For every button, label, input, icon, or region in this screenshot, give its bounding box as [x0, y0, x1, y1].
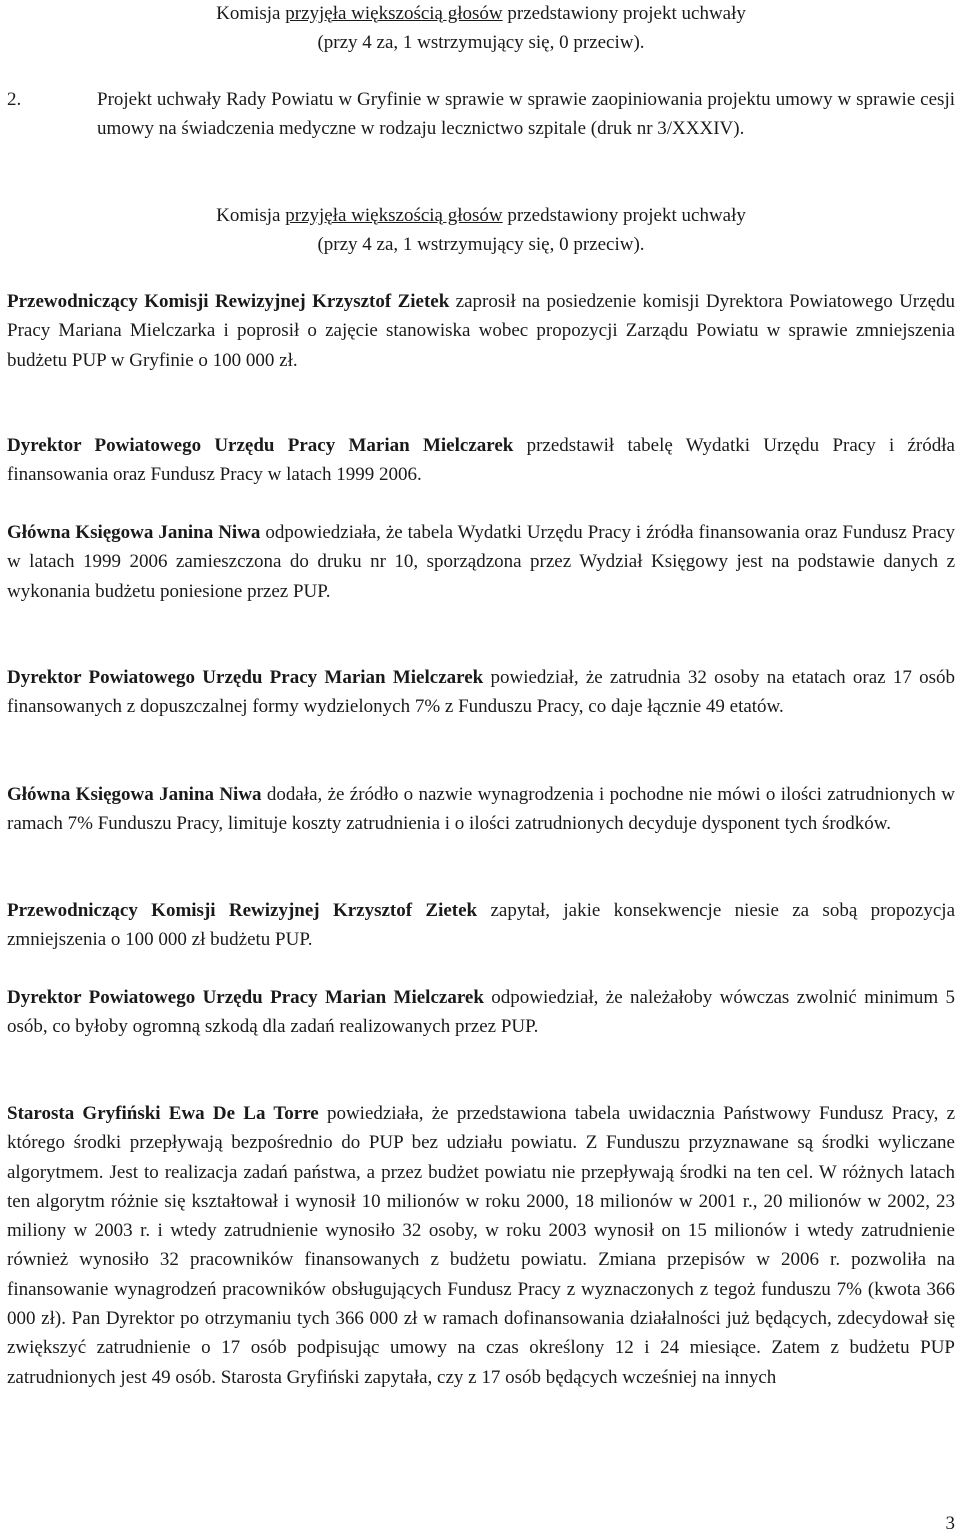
- motion-underlined: przyjęła większością głosów: [285, 3, 503, 24]
- motion-result-1: [7, 0, 955, 57]
- motion-suffix: przedstawiony projekt uchwały: [502, 3, 746, 24]
- paragraph: [7, 983, 955, 1042]
- motion-prefix: Komisja: [216, 205, 286, 226]
- paragraph-text: odpowiedziała, że tabela Wydatki Urzędu Pracy i źródła finansowania oraz Fundusz Pracy w latach 1999 2006 zamieszczona do druku nr 10, sporządzona przez Wydział Księgowy jest na podstawie danych z wykonania budżetu poniesione przez PUP.: [7, 522, 955, 602]
- paragraph-text: powiedział, że zatrudnia 32 osoby na etatach oraz 17 osób finansowanych z dopuszczalnej formy wydzielonych 7% z Funduszu Pracy, co daje łącznie 49 etatów.: [7, 667, 955, 718]
- motion-result-2: [7, 201, 955, 259]
- paragraph: [7, 896, 955, 955]
- speaker-name: Główna Księgowa Janina Niwa: [7, 784, 262, 805]
- paragraph-text: zapytał, jakie konsekwencje niesie za sobą propozycja zmniejszenia o 100 000 zł budżetu PUP.: [7, 900, 955, 951]
- paragraph: [7, 780, 955, 839]
- paragraph-text: zaprosił na posiedzenie komisji Dyrektora Powiatowego Urzędu Pracy Mariana Mielczarka i poprosił o zajęcie stanowiska wobec propozycji Zarządu Powiatu w sprawie zmniejszenia budżetu PUP w Gryfinie o 100 000 zł.: [7, 291, 955, 371]
- paragraph: [7, 1099, 955, 1392]
- speaker-name: Starosta Gryfiński Ewa De La Torre: [7, 1103, 319, 1124]
- speaker-name: Główna Księgowa Janina Niwa: [7, 522, 261, 543]
- motion-underlined: przyjęła większością głosów: [285, 205, 503, 226]
- paragraph-text: przedstawił tabelę Wydatki Urzędu Pracy i źródła finansowania oraz Fundusz Pracy w latach 1999 2006.: [7, 435, 955, 486]
- speaker-name: Przewodniczący Komisji Rewizyjnej Krzysztof Zietek: [7, 291, 450, 312]
- page-number: 3: [945, 1513, 955, 1534]
- speaker-name: Dyrektor Powiatowego Urzędu Pracy Marian Mielczarek: [7, 435, 514, 456]
- paragraph: [7, 663, 955, 722]
- agenda-item-2: [7, 85, 955, 143]
- paragraph-text: odpowiedział, że należałoby wówczas zwolnić minimum 5 osób, co byłoby ogromną szkodą dla zadań realizowanych przez PUP.: [7, 987, 955, 1038]
- motion-votes: (przy 4 za, 1 wstrzymujący się, 0 przeciw).: [317, 32, 645, 53]
- motion-prefix: Komisja: [216, 3, 286, 24]
- motion-suffix: przedstawiony projekt uchwały: [502, 205, 746, 226]
- paragraph-text: powiedziała, że przedstawiona tabela uwidacznia Państwowy Fundusz Pracy, z którego środki przepływają bezpośrednio do PUP bez udziału powiatu. Z Funduszu przyznawane są środki wyliczane algorytmem. Jest to realizacja zadań państwa, a przez budżet powiatu nie przepływają środki na ten cel. W różnych latach ten algorytm różnie się kształtował i wynosił 10 milionów w roku 2000, 18 milionów w 2001 r., 20 milionów w 2002, 23 miliony w 2003 r. i wtedy zatrudnienie wynosiło 32 osoby, w roku 2003 wynosił on 15 milionów i wtedy zatrudnienie również wynosiło 32 pracowników finansowanych z budżetu powiatu. Zmiana przepisów w 2006 r. pozwoliła na finansowanie wynagrodzeń pracowników obsługujących Fundusz Pracy z wyznaczonych z tegoż funduszu 7% (kwota 366 000 zł). Pan Dyrektor po otrzymaniu tych 366 000 zł w ramach dofinansowania działalności już będących, zdecydował się zwiększyć zatrudnienie o 17 osób podpisując umowy na czas określony 12 i 24 miesiące. Zatem z budżetu PUP zatrudnionych jest 49 osób. Starosta Gryfiński zapytała, czy z 17 osób będących wcześniej na innych: [7, 1103, 955, 1388]
- paragraph: [7, 287, 955, 375]
- speaker-name: Dyrektor Powiatowego Urzędu Pracy Marian Mielczarek: [7, 987, 484, 1008]
- speaker-name: Przewodniczący Komisji Rewizyjnej Krzysztof Zietek: [7, 900, 478, 921]
- paragraph: [7, 431, 955, 490]
- speaker-name: Dyrektor Powiatowego Urzędu Pracy Marian Mielczarek: [7, 667, 484, 688]
- paragraph-text: dodała, że źródło o nazwie wynagrodzenia i pochodne nie mówi o ilości zatrudnionych w ramach 7% Funduszu Pracy, limituje koszty zatrudnienia i o ilości zatrudnionych decyduje dysponent tych środków.: [7, 784, 955, 835]
- item-text: Projekt uchwały Rady Powiatu w Gryfinie w sprawie w sprawie zaopiniowania projektu umowy w sprawie cesji umowy na świadczenia medyczne w rodzaju lecznictwo szpitale (druk nr 3/XXXIV).: [97, 89, 955, 139]
- paragraph: [7, 518, 955, 606]
- motion-votes: (przy 4 za, 1 wstrzymujący się, 0 przeciw).: [317, 234, 645, 255]
- item-number: 2.: [7, 89, 22, 110]
